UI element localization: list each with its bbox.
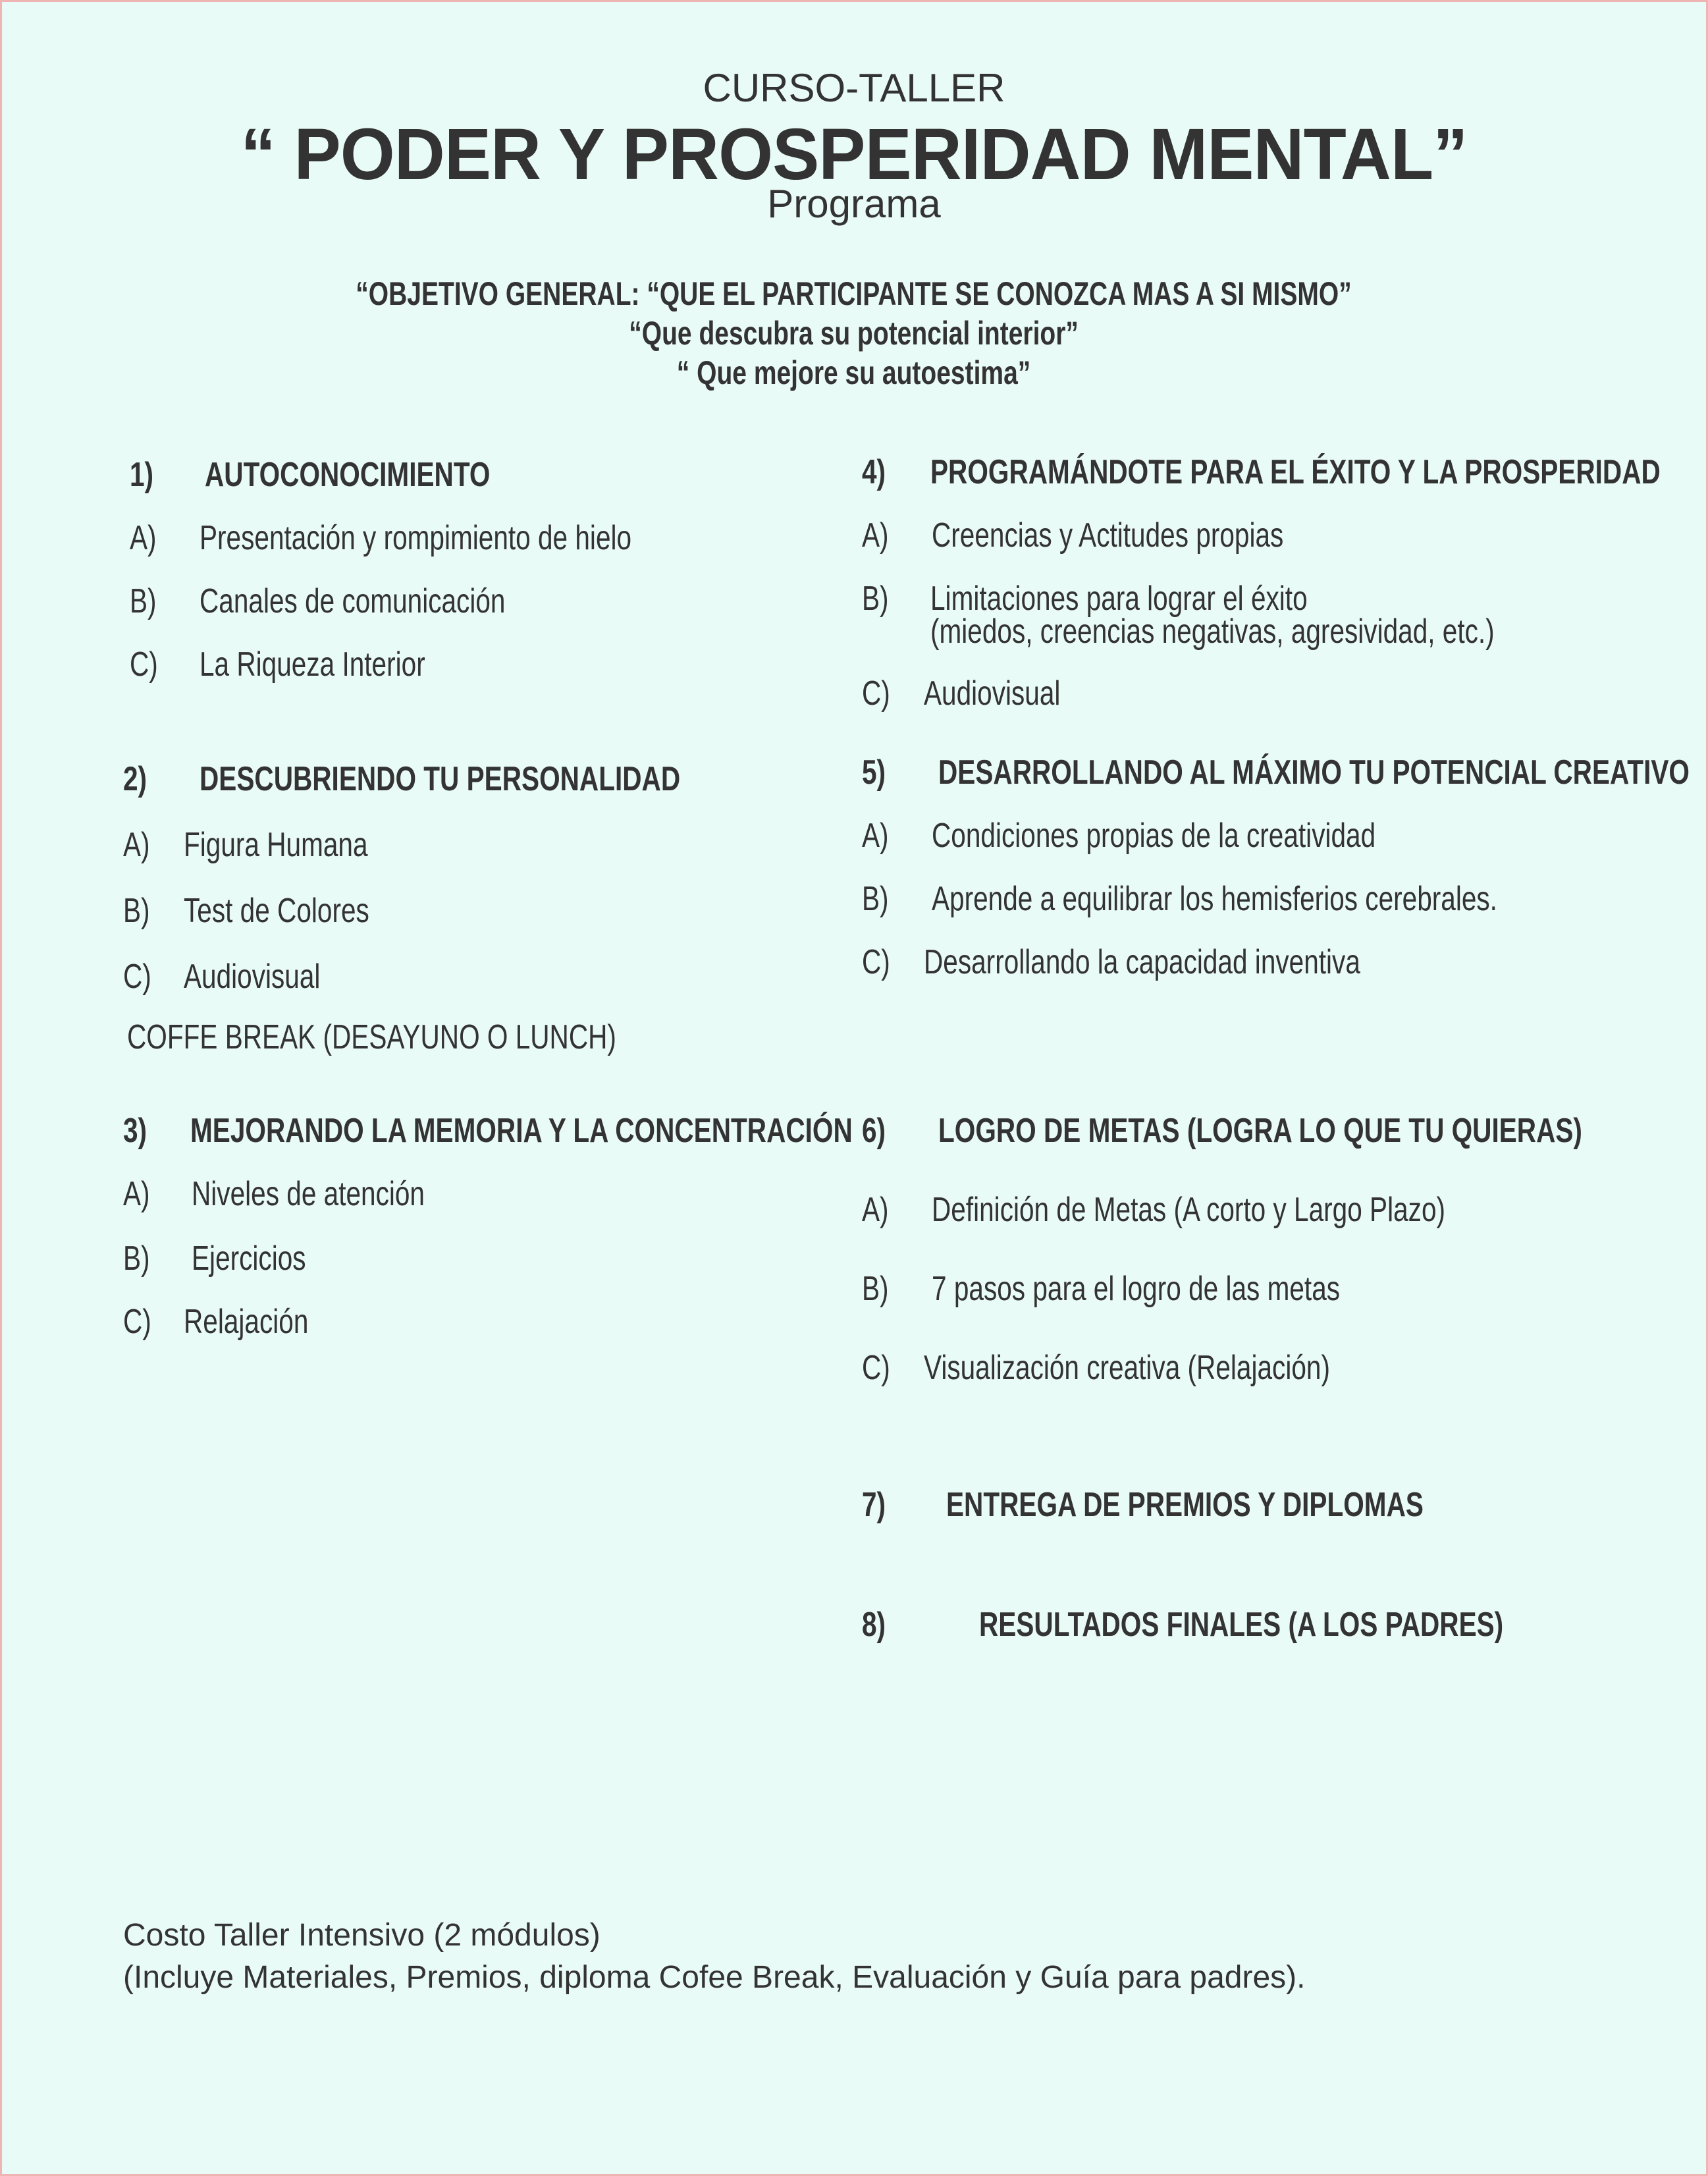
section-6-item-b: 7 pasos para el logro de las metas <box>932 1270 1341 1308</box>
section-5-item-a: Condiciones propias de la creatividad <box>932 817 1376 855</box>
section-6-title: LOGRO DE METAS (LOGRA LO QUE TU QUIERAS) <box>938 1112 1582 1150</box>
section-4-number: 4) <box>862 453 886 491</box>
section-5-item-c: Desarrollando la capacidad inventiva <box>924 943 1360 981</box>
section-1-item-c-letter: C) <box>130 645 158 684</box>
section-6-item-b-letter: B) <box>862 1270 889 1308</box>
section-6-number: 6) <box>862 1112 886 1150</box>
section-6-item-a: Definición de Metas (A corto y Largo Plazo) <box>932 1191 1446 1229</box>
section-3-item-c-letter: C) <box>123 1303 151 1341</box>
cost-line: Costo Taller Intensivo (2 módulos) <box>123 1918 600 1953</box>
section-4-item-b-letter: B) <box>862 580 889 618</box>
objective-line: “ Que mejore su autoestima” <box>677 354 1031 391</box>
program-subtitle: Programa <box>767 182 941 226</box>
section-1-item-a-letter: A) <box>130 519 157 557</box>
section-4-item-b-detail: (miedos, creencias negativas, agresividad, etc.) <box>930 612 1495 651</box>
section-5-title: DESARROLLANDO AL MÁXIMO TU POTENCIAL CREATIVO <box>938 753 1690 792</box>
section-2-number: 2) <box>123 760 147 798</box>
section-5-number: 5) <box>862 753 886 792</box>
section-4-item-a-letter: A) <box>862 516 889 555</box>
section-3-item-b: Ejercicios <box>192 1239 306 1278</box>
section-1-item-a: Presentación y rompimiento de hielo <box>200 519 632 557</box>
section-1-item-b-letter: B) <box>130 582 157 620</box>
section-3-item-b-letter: B) <box>123 1239 150 1278</box>
objective-line: “Que descubra su potencial interior” <box>629 315 1079 352</box>
section-1-number: 1) <box>130 456 154 494</box>
includes-line: (Incluye Materiales, Premios, diploma Cofee Break, Evaluación y Guía para padres). <box>123 1960 1306 1995</box>
section-6-item-c-letter: C) <box>862 1349 890 1387</box>
section-3-title: MEJORANDO LA MEMORIA Y LA CONCENTRACIÓN <box>190 1112 853 1150</box>
course-title: “ PODER Y PROSPERIDAD MENTAL” <box>240 114 1468 195</box>
section-1-item-c: La Riqueza Interior <box>200 645 425 684</box>
section-1-title: AUTOCONOCIMIENTO <box>205 456 491 494</box>
objective-line: “OBJETIVO GENERAL: “QUE EL PARTICIPANTE SE CONOZCA MAS A SI MISMO” <box>356 275 1352 312</box>
section-2-item-a-letter: A) <box>123 826 150 864</box>
section-4-item-b: Limitaciones para lograr el éxito <box>930 580 1308 618</box>
section-4-item-c: Audiovisual <box>924 674 1061 713</box>
course-supertitle: CURSO-TALLER <box>703 66 1005 110</box>
section-6-item-a-letter: A) <box>862 1191 889 1229</box>
section-6-item-c: Visualización creativa (Relajación) <box>924 1349 1330 1387</box>
section-3-item-a: Niveles de atención <box>192 1175 425 1213</box>
section-2-item-c-letter: C) <box>123 958 151 996</box>
section-2-item-c: Audiovisual <box>184 958 321 996</box>
section-8-title: RESULTADOS FINALES (A LOS PADRES) <box>979 1606 1504 1644</box>
section-5-item-b-letter: B) <box>862 880 889 918</box>
section-8-number: 8) <box>862 1606 886 1644</box>
section-4-title: PROGRAMÁNDOTE PARA EL ÉXITO Y LA PROSPERIDAD <box>930 453 1661 491</box>
section-2-item-b: Test de Colores <box>184 892 369 930</box>
section-2-item-a: Figura Humana <box>184 826 368 864</box>
section-5-item-c-letter: C) <box>862 943 890 981</box>
section-4-item-c-letter: C) <box>862 674 890 713</box>
coffee-break-note: COFFE BREAK (DESAYUNO O LUNCH) <box>127 1018 616 1056</box>
section-5-item-a-letter: A) <box>862 817 889 855</box>
section-7-number: 7) <box>862 1486 886 1524</box>
section-2-title: DESCUBRIENDO TU PERSONALIDAD <box>200 760 681 798</box>
section-3-item-a-letter: A) <box>123 1175 150 1213</box>
section-5-item-b: Aprende a equilibrar los hemisferios cerebrales. <box>932 880 1497 918</box>
section-3-number: 3) <box>123 1112 147 1150</box>
section-3-item-c: Relajación <box>184 1303 309 1341</box>
section-2-item-b-letter: B) <box>123 892 150 930</box>
section-4-item-a: Creencias y Actitudes propias <box>932 516 1284 555</box>
section-7-title: ENTREGA DE PREMIOS Y DIPLOMAS <box>946 1486 1424 1524</box>
section-1-item-b: Canales de comunicación <box>200 582 506 620</box>
